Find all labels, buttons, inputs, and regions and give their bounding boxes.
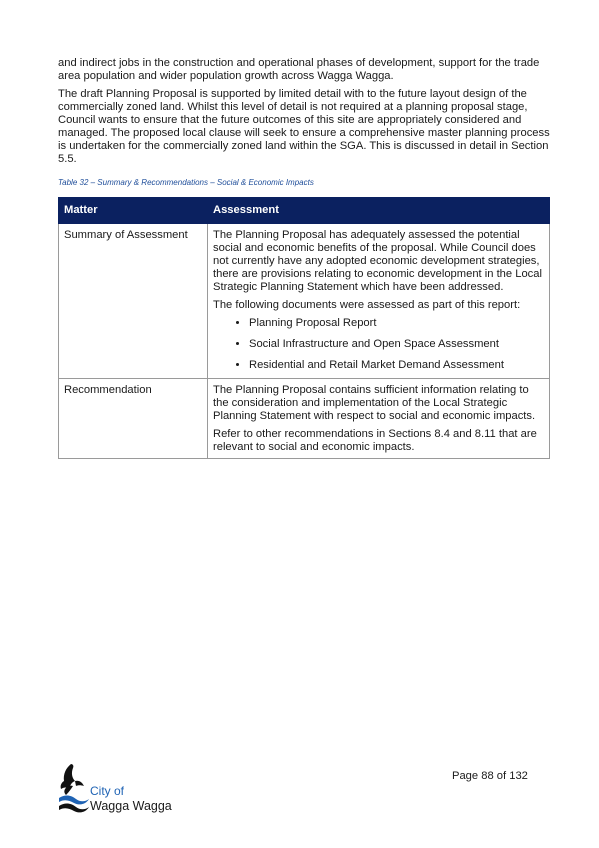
- page-content: [58, 57, 550, 459]
- matter-cell: Summary of Assessment: [59, 224, 208, 379]
- list-item: • Residential and Retail Market Demand Assessment: [249, 359, 544, 372]
- crow-emblem-icon: [57, 762, 91, 820]
- assessment-cell: [208, 379, 550, 459]
- header-assessment: Assessment: [208, 198, 550, 224]
- council-logo: [57, 762, 177, 822]
- body-paragraph-1: and indirect jobs in the construction and operational phases of development, support for the trade area population and wider population growth across Wagga Wagga.: [58, 57, 540, 82]
- logo-city-text: City of: [90, 784, 125, 798]
- summary-table: [58, 197, 550, 459]
- table-caption: Table 32 – Summary & Recommendations – Social & Economic Impacts: [58, 178, 314, 187]
- logo-name-text: Wagga Wagga: [90, 799, 172, 813]
- assessment-paragraph: Refer to other recommendations in Sections 8.4 and 8.11 that are relevant to social and economic impacts.: [213, 428, 537, 453]
- assessment-paragraph: The Planning Proposal contains sufficient information relating to the consideration and implementation of the Local Strategic Planning Statement with respect to social and economic impacts.: [213, 384, 536, 422]
- assessment-cell: [208, 224, 550, 379]
- table-row: [59, 379, 550, 459]
- list-item: • Planning Proposal Report: [249, 317, 544, 330]
- matter-cell: Recommendation: [59, 379, 208, 459]
- assessment-paragraph: The Planning Proposal has adequately assessed the potential social and economic benefits of the proposal. While Council does not currently have any adopted economic development strategies, there are provisions relating to economic development in the Local Strategic Planning Statement which have been addressed.: [213, 229, 542, 293]
- table-header-row: [59, 198, 550, 224]
- list-item: • Social Infrastructure and Open Space Assessment: [249, 338, 544, 351]
- body-paragraph-2: The draft Planning Proposal is supported by limited detail with to the future layout design of the commercially zoned land. Whilst this level of detail is not required at a planning proposal stage, Council wants to ensure that the future outcomes of this site are appropriately considered and managed. The proposed local clause will seek to ensure a comprehensive master planning process is undertaken for the commercially zoned land within the SGA. This is discussed in detail in Section 5.5.: [58, 88, 550, 165]
- page-number: Page 88 of 132: [452, 770, 528, 782]
- assessment-paragraph: The following documents were assessed as part of this report:: [213, 299, 521, 311]
- assessed-documents-list: [213, 317, 544, 372]
- table-row: [59, 224, 550, 379]
- header-matter: Matter: [59, 198, 208, 224]
